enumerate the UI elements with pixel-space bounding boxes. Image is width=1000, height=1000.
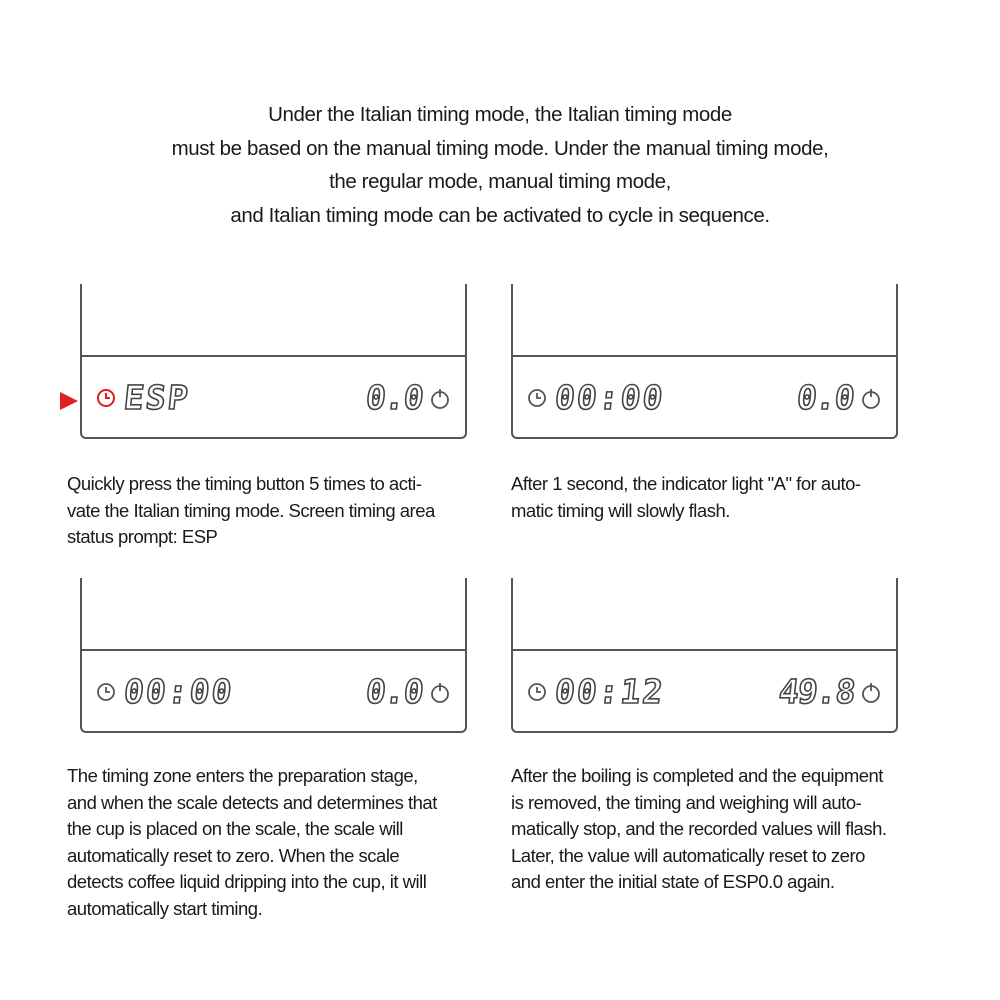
- scale-display-brewing: [511, 578, 898, 733]
- lcd-time-readout: ESP: [122, 378, 192, 417]
- red-arrow-icon: [60, 392, 78, 410]
- caption-line: Quickly press the timing button 5 times to acti-: [67, 473, 422, 494]
- clock-icon: [96, 388, 116, 408]
- lcd-time-readout: 00:12: [553, 672, 667, 711]
- caption-line: and when the scale detects and determines that: [67, 791, 437, 813]
- caption-line: detects coffee liquid dripping into the cup, it will: [67, 871, 427, 892]
- caption-line: the cup is placed on the scale, the scale will: [67, 818, 403, 839]
- scale-display-esp: [80, 284, 467, 439]
- power-stopwatch-icon: [860, 387, 882, 411]
- lcd-time-readout: 00:00: [553, 378, 667, 417]
- power-stopwatch-icon: [429, 681, 451, 705]
- caption-line: is removed, the timing and weighing will auto-: [511, 791, 862, 813]
- clock-icon: [527, 682, 547, 702]
- clock-icon: [527, 388, 547, 408]
- caption-line: vate the Italian timing mode. Screen timing area: [67, 499, 435, 521]
- scale-display-ready: [511, 284, 898, 439]
- lcd-screen: [82, 357, 465, 437]
- caption-line: Later, the value will automatically reset to zero: [511, 844, 865, 866]
- caption-esp: [67, 471, 497, 551]
- caption-line: After 1 second, the indicator light "A" for auto-: [511, 473, 861, 494]
- caption-line: automatically start timing.: [67, 897, 263, 919]
- caption-brewing: [511, 763, 941, 896]
- caption-line: matic timing will slowly flash.: [511, 499, 730, 521]
- power-stopwatch-icon: [429, 387, 451, 411]
- caption-line: automatically reset to zero. When the scale: [67, 844, 400, 866]
- caption-line: status prompt: ESP: [67, 526, 218, 547]
- caption-line: and enter the initial state of ESP0.0 again.: [511, 871, 835, 892]
- intro-line: and Italian timing mode can be activated to cycle in sequence.: [230, 203, 770, 227]
- lcd-weight-readout: 0.0: [795, 378, 857, 417]
- power-stopwatch-icon: [860, 681, 882, 705]
- lcd-screen: [82, 651, 465, 731]
- lcd-time-readout: 00:00: [122, 672, 236, 711]
- intro-line: must be based on the manual timing mode. Under the manual timing mode,: [171, 136, 829, 160]
- lcd-screen: [513, 357, 896, 437]
- scale-display-preparation: [80, 578, 467, 733]
- caption-line: matically stop, and the recorded values will flash.: [511, 818, 887, 839]
- lcd-weight-readout: 49.8: [776, 672, 857, 711]
- intro-line: the regular mode, manual timing mode,: [329, 170, 671, 193]
- lcd-screen: [513, 651, 896, 731]
- caption-ready: [511, 471, 941, 524]
- caption-line: After the boiling is completed and the equipment: [511, 765, 883, 786]
- caption-preparation: [67, 763, 497, 922]
- caption-line: The timing zone enters the preparation stage,: [67, 765, 418, 786]
- intro-text: [60, 98, 940, 232]
- lcd-weight-readout: 0.0: [364, 672, 426, 711]
- lcd-weight-readout: 0.0: [364, 378, 426, 417]
- clock-icon: [96, 682, 116, 702]
- intro-line: Under the Italian timing mode, the Italian timing mode: [268, 103, 732, 126]
